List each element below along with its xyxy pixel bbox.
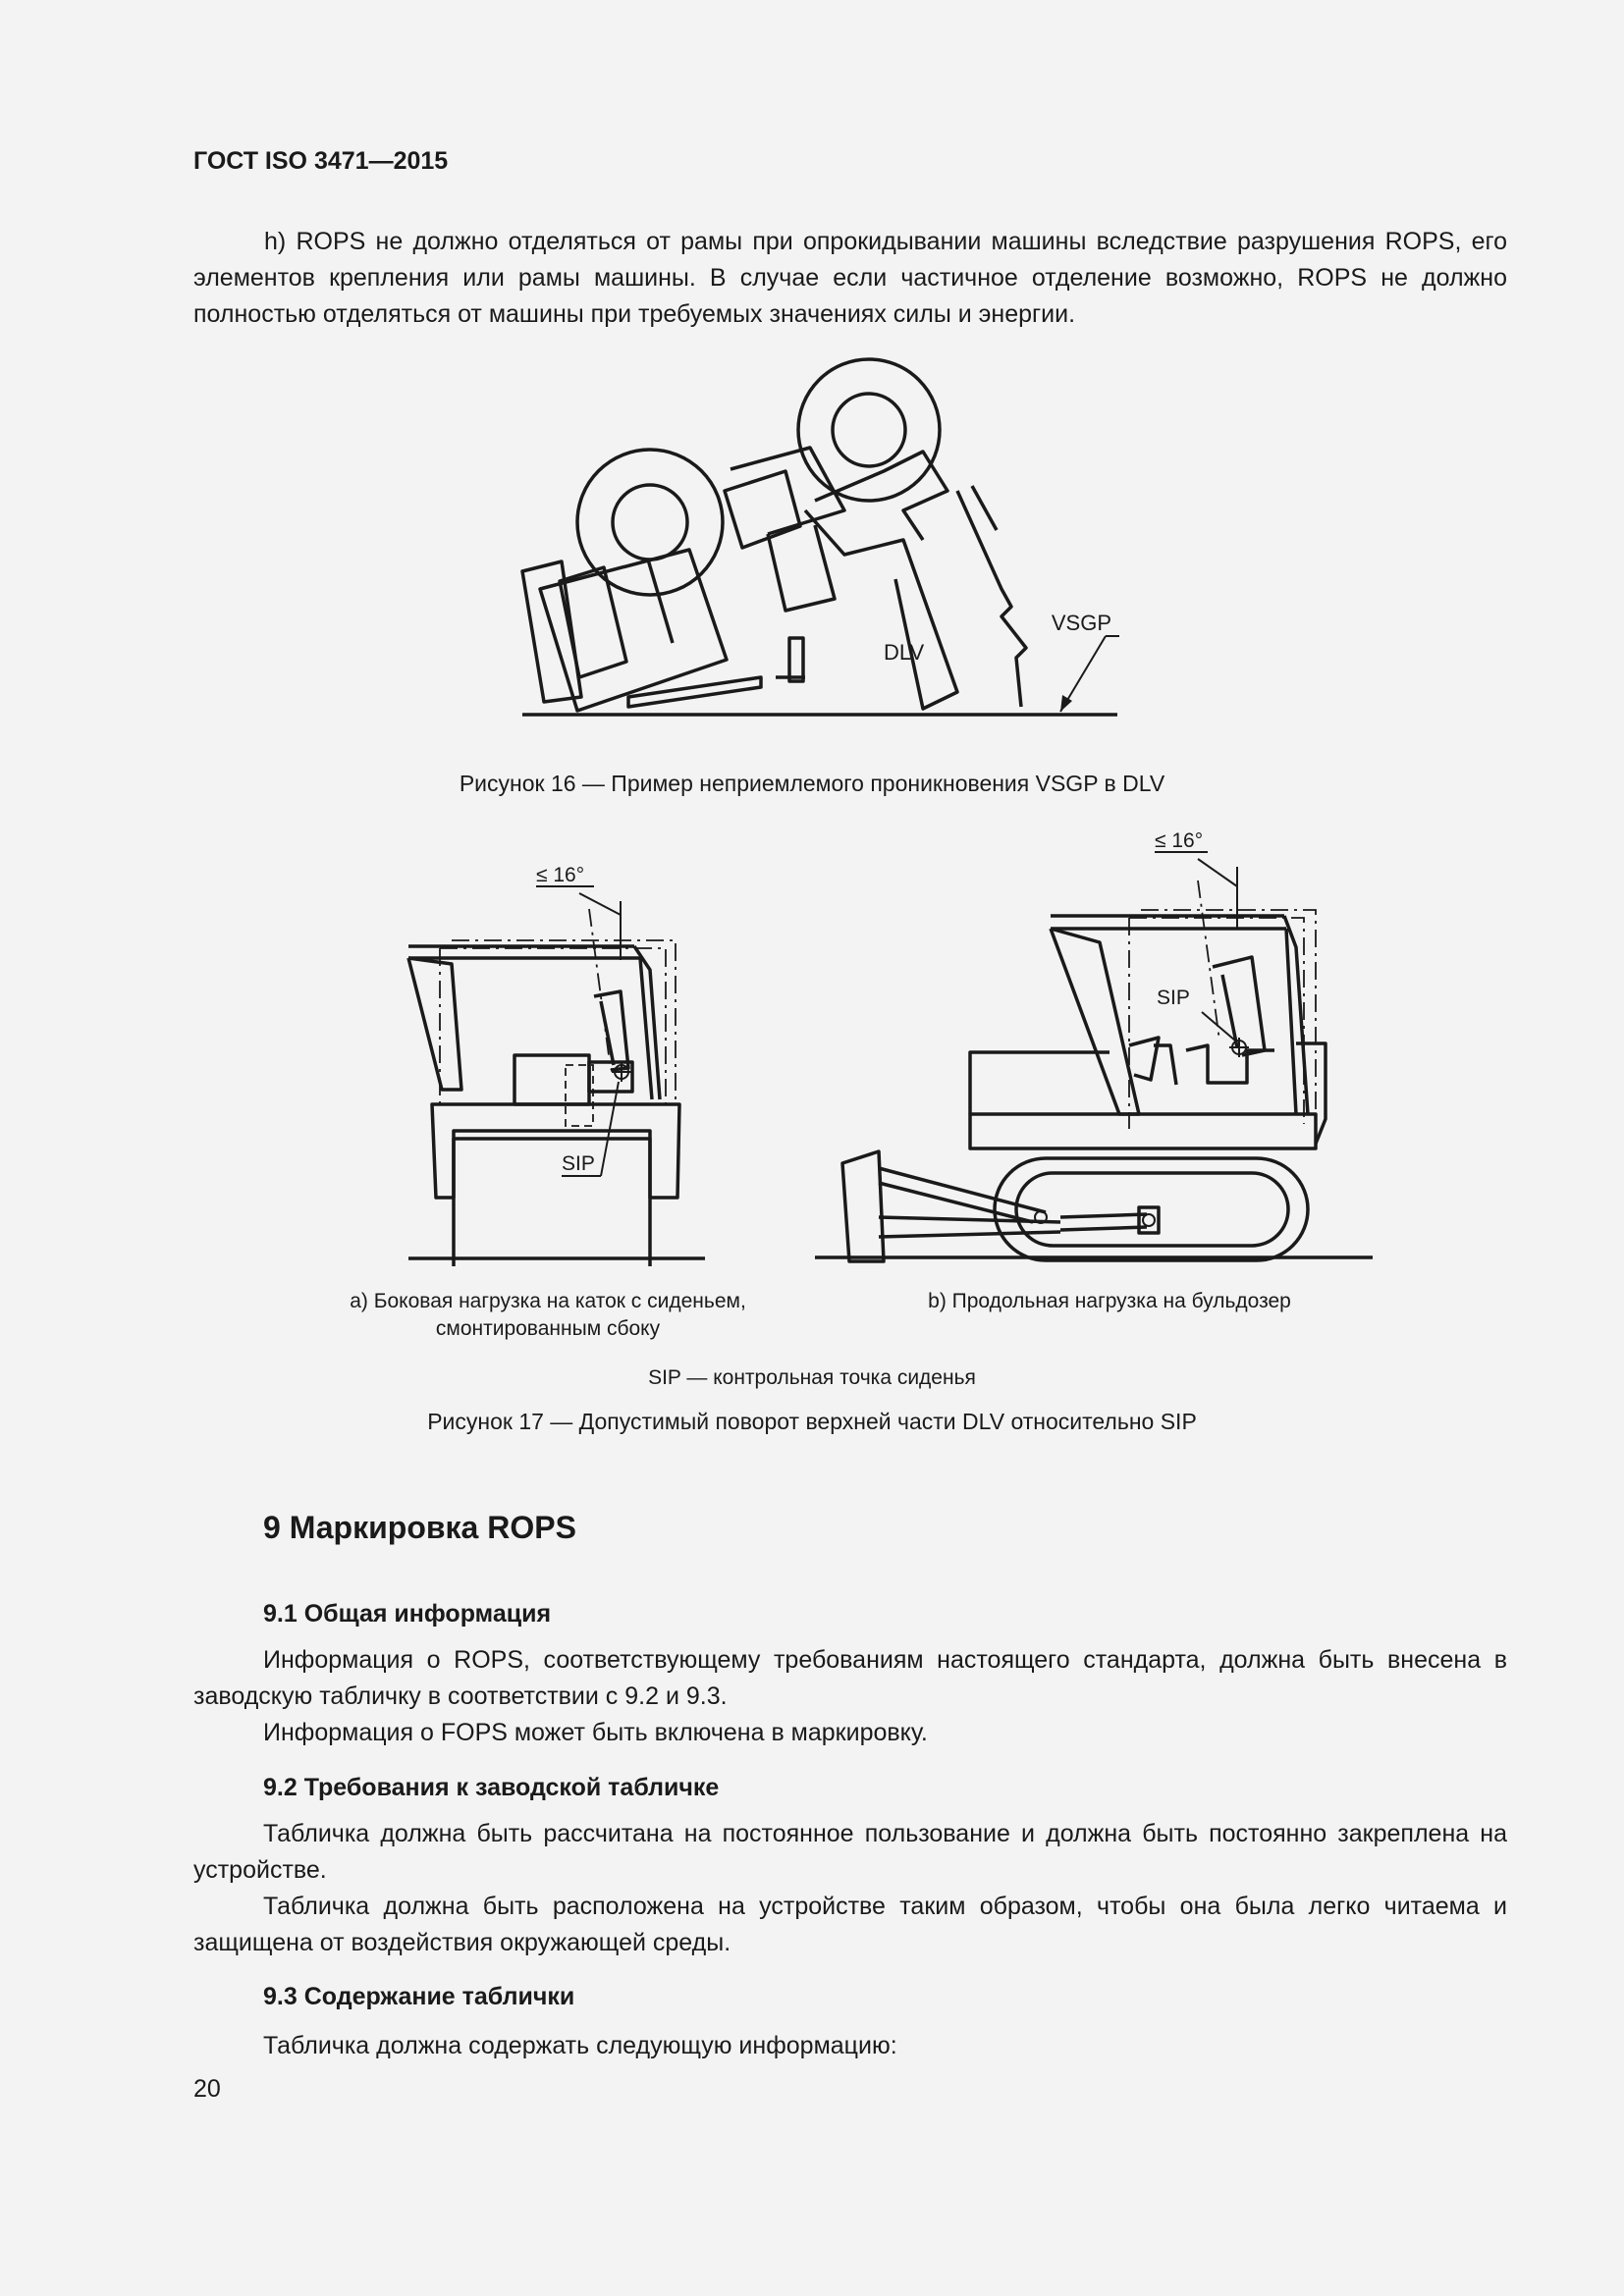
section-9-1-heading: 9.1 Общая информация [263,1600,552,1628]
angle-label-a: ≤ 16° [536,864,585,886]
figure-16-drawing [511,353,1119,736]
vsgp-arrow-icon [1060,695,1072,712]
section-9-heading: 9 Маркировка ROPS [263,1510,576,1545]
section-9-3-heading: 9.3 Содержание таблички [263,1983,575,2010]
section-9-2-text-1: Табличка должна быть рассчитана на постоянное пользование и должна быть постоянно закреплена на устройстве. [193,1820,1507,1884]
intro-paragraph [193,224,1507,333]
document-header: ГОСТ ISO 3471—2015 [193,147,449,175]
angle-label-b: ≤ 16° [1155,829,1204,852]
figure-17b-subcaption: b) Продольная нагрузка на бульдозер [928,1290,1291,1312]
figure-17-legend: SIP — контрольная точка сиденья [648,1366,976,1389]
sip-label-b: SIP [1157,987,1190,1009]
figure-16-caption: Рисунок 16 — Пример неприемлемого проникновения VSGP в DLV [459,771,1165,796]
figure-17-caption: Рисунок 17 — Допустимый поворот верхней части DLV относительно SIP [427,1409,1197,1434]
section-9-1-text-1: Информация о ROPS, соответствующему требованиям настоящего стандарта, должна быть внесена в заводскую табличку в соответствии с 9.2 и 9.3. [193,1646,1507,1710]
figure-17b-drawing [805,820,1375,1271]
vsgp-label: VSGP [1051,611,1111,635]
section-9-1-text-2: Информация о FOPS может быть включена в маркировку. [263,1719,928,1746]
sip-label-a: SIP [562,1152,595,1175]
section-9-2-heading: 9.2 Требования к заводской табличке [263,1774,720,1801]
section-9-1-paragraph-1 [193,1642,1507,1715]
section-9-2-paragraph-1 [193,1816,1507,1889]
page-number: 20 [193,2075,221,2103]
section-9-2-text-2: Табличка должна быть расположена на устройстве таким образом, чтобы она была легко читаема и защищена от воздействия окружающей среды. [193,1893,1507,1956]
figure-17a-subcaption: а) Боковая нагрузка на каток с сиденьем, смонтированным сбоку [350,1290,746,1340]
section-9-3-text-1: Табличка должна содержать следующую информацию: [263,2032,897,2059]
dlv-label: DLV [884,640,925,665]
figure-17a-drawing [393,854,727,1266]
intro-paragraph-text: h) ROPS не должно отделяться от рамы при опрокидывании машины вследствие разрушения ROPS, его элементов крепления или рамы машины. В случае если частичное отделение возможно, ROPS не должно полностью отделяться от машины при требуемых значениях силы и энергии. [193,228,1507,328]
section-9-3-paragraph-1 [193,2028,1507,2064]
section-9-2-paragraph-2 [193,1889,1507,1961]
section-9-1-paragraph-2 [193,1715,1507,1751]
